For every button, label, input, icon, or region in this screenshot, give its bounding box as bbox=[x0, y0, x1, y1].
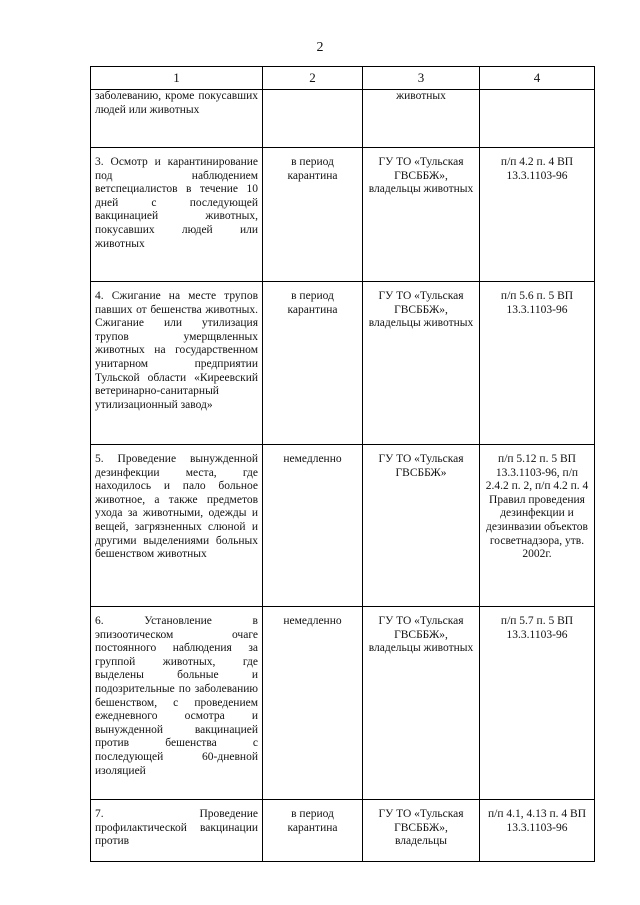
period-cell: немедленно bbox=[263, 607, 363, 800]
table-row bbox=[91, 148, 595, 282]
measures-table bbox=[90, 66, 595, 862]
table-row bbox=[91, 800, 595, 862]
measure-cell: 7. Проведение профилактической вакцинации против bbox=[91, 800, 263, 862]
table-header-row bbox=[91, 67, 595, 90]
responsible-cell: ГУ ТО «Тульская ГВСББЖ», владельцы животных bbox=[363, 607, 480, 800]
responsible-cell: животных bbox=[363, 90, 480, 148]
table-row bbox=[91, 607, 595, 800]
measure-cell: 4. Сжигание на месте трупов павших от бешенства животных. Сжигание или утилизация трупов умерщвленных животных на государственном унитарном предприятии Тульской области «Киреевский ветеринарно-санитарный утилизационный завод» bbox=[91, 282, 263, 445]
page-number: 2 bbox=[316, 40, 324, 55]
basis-cell: п/п 5.6 п. 5 ВП 13.3.1103-96 bbox=[480, 282, 595, 445]
basis-cell: п/п 5.7 п. 5 ВП 13.3.1103-96 bbox=[480, 607, 595, 800]
basis-cell: п/п 4.1, 4.13 п. 4 ВП 13.3.1103-96 bbox=[480, 800, 595, 862]
period-cell: немедленно bbox=[263, 445, 363, 607]
table-row bbox=[91, 90, 595, 148]
responsible-cell: ГУ ТО «Тульская ГВСББЖ», владельцы животных bbox=[363, 148, 480, 282]
measure-cell: заболеванию, кроме покусавших людей или животных bbox=[91, 90, 263, 148]
basis-cell bbox=[480, 90, 595, 148]
period-cell: в период карантина bbox=[263, 148, 363, 282]
responsible-cell: ГУ ТО «Тульская ГВСББЖ», владельцы животных bbox=[363, 282, 480, 445]
basis-cell: п/п 4.2 п. 4 ВП 13.3.1103-96 bbox=[480, 148, 595, 282]
period-cell: в период карантина bbox=[263, 282, 363, 445]
period-cell bbox=[263, 90, 363, 148]
responsible-cell: ГУ ТО «Тульская ГВСББЖ» bbox=[363, 445, 480, 607]
header-col-1: 1 bbox=[91, 67, 263, 90]
measure-cell: 5. Проведение вынужденной дезинфекции места, где находилось и пало больное животное, а также предметов ухода за животными, одежды и вещей, загрязненных слюной и другими выделениями больных бешенством животных bbox=[91, 445, 263, 607]
measure-cell: 3. Осмотр и карантинирование под наблюдением ветспециалистов в течение 10 дней с последующей вакцинацией животных, покусавших людей или животных bbox=[91, 148, 263, 282]
header-col-2: 2 bbox=[263, 67, 363, 90]
responsible-cell: ГУ ТО «Тульская ГВСББЖ», владельцы bbox=[363, 800, 480, 862]
header-col-3: 3 bbox=[363, 67, 480, 90]
table-row bbox=[91, 445, 595, 607]
header-col-4: 4 bbox=[480, 67, 595, 90]
basis-cell: п/п 5.12 п. 5 ВП 13.3.1103-96, п/п 2.4.2 п. 2, п/п 4.2 п. 4 Правил проведения дезинфекции и дезинвазии объектов госветнадзора, утв. 2002г. bbox=[480, 445, 595, 607]
period-cell: в период карантина bbox=[263, 800, 363, 862]
table-row bbox=[91, 282, 595, 445]
measure-cell: 6. Установление в эпизоотическом очаге постоянного наблюдения за группой животных, где выделены больные и подозрительные по заболеванию бешенством, с проведением ежедневного осмотра и вынужденной вакцинацией против бешенства с последующей 60-дневной изоляцией bbox=[91, 607, 263, 800]
